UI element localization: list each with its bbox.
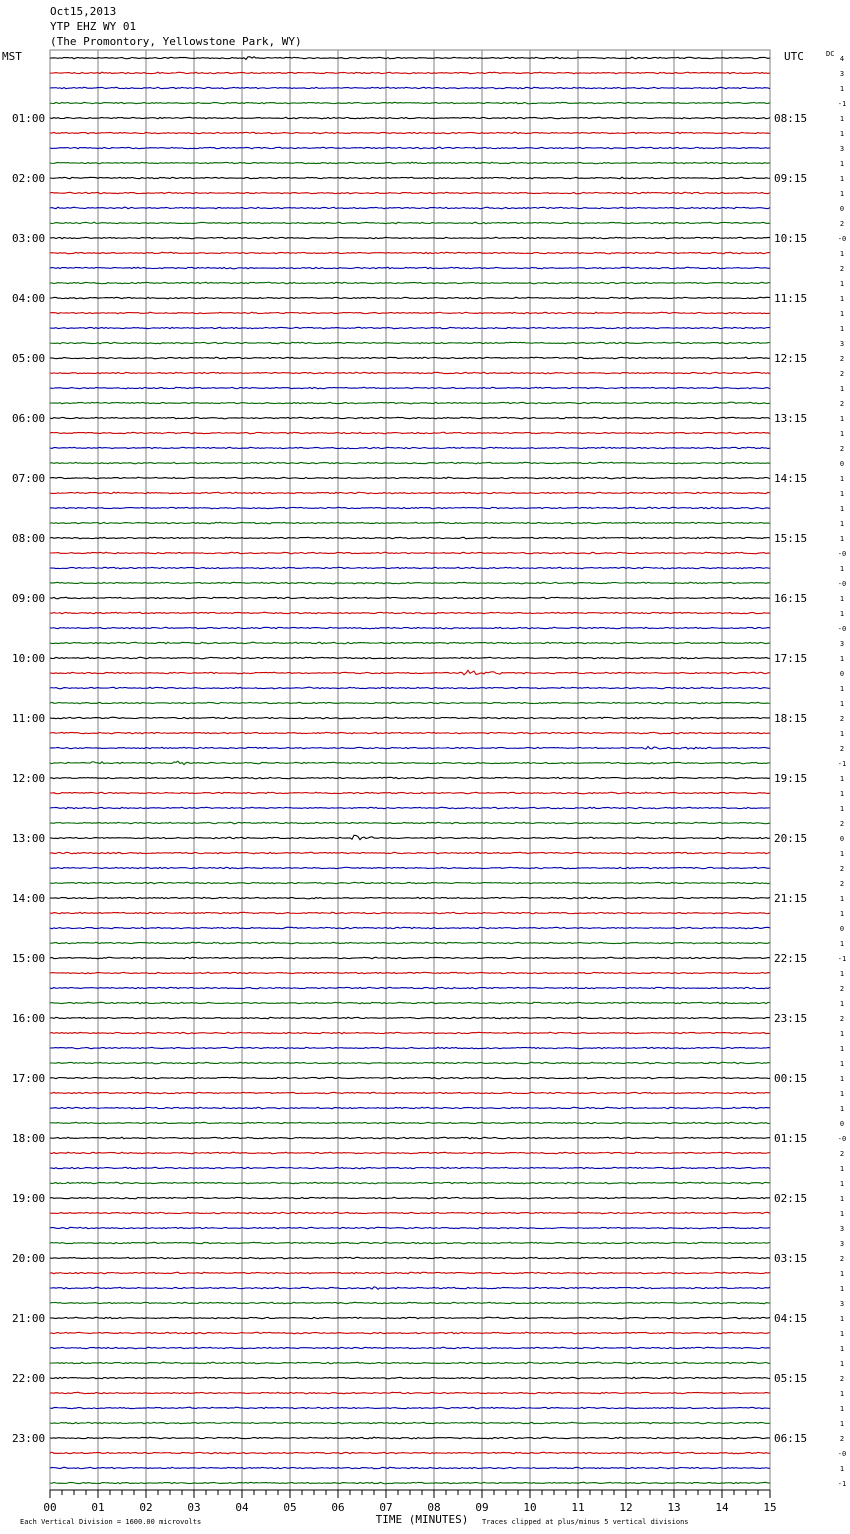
dc-offset-label: -0 [837,550,847,558]
dc-offset-label: 1 [839,295,845,303]
seismic-trace [50,732,770,734]
seismic-trace [50,1137,770,1139]
seismic-trace [50,117,770,119]
dc-offset-label: 0 [839,205,845,213]
seismic-trace [50,102,770,104]
x-tick-label: 11 [571,1501,585,1514]
dc-offset-label: 1 [839,1000,845,1008]
dc-offset-label: 1 [839,1105,845,1113]
mst-time-label: 16:00 [12,1012,46,1025]
mst-time-label: 11:00 [12,712,46,725]
seismic-trace [50,957,770,959]
x-tick-label: 03 [187,1501,201,1514]
utc-time-label: 01:15 [774,1132,808,1145]
mst-time-label: 13:00 [12,832,46,845]
seismic-trace [50,777,770,779]
dc-offset-label: 1 [839,655,845,663]
mst-axis-label: MST [2,50,22,63]
x-tick-label: 12 [619,1501,633,1514]
seismic-trace [50,597,770,599]
utc-time-label: 23:15 [774,1012,808,1025]
dc-offset-label: 1 [839,565,845,573]
x-tick-label: 04 [235,1501,249,1514]
seismic-trace [50,852,770,854]
seismic-trace [50,447,770,449]
dc-offset-label: -1 [837,100,847,108]
seismic-trace [50,1107,770,1109]
seismic-trace [50,807,770,809]
dc-offset-label: 1 [839,175,845,183]
dc-offset-label: 1 [839,1390,845,1398]
dc-axis-label: DC [826,50,835,58]
seismic-trace [50,1392,770,1394]
utc-time-label: 08:15 [774,112,808,125]
dc-offset-label: 1 [839,1330,845,1338]
utc-time-label: 21:15 [774,892,808,905]
seismic-trace [50,522,770,524]
dc-offset-label: 1 [839,1075,845,1083]
dc-offset-label: 3 [839,340,845,348]
seismic-trace [50,177,770,179]
seismic-trace [50,357,770,359]
utc-time-label: 14:15 [774,472,808,485]
dc-offset-label: 1 [839,130,845,138]
utc-time-label: 15:15 [774,532,808,545]
mst-time-label: 03:00 [12,232,46,245]
dc-offset-label: 3 [839,1300,845,1308]
dc-offset-label: 1 [839,430,845,438]
seismic-trace [50,372,770,374]
dc-offset-label: 1 [839,160,845,168]
seismic-trace [50,867,770,869]
plot-frame [50,50,770,1490]
dc-offset-label: -0 [837,1135,847,1143]
seismic-trace [50,1437,770,1439]
dc-offset-label: 1 [839,1405,845,1413]
seismic-trace [50,1227,770,1229]
seismic-trace [50,882,770,883]
utc-time-label: 11:15 [774,292,808,305]
mst-time-label: 12:00 [12,772,46,785]
seismic-trace [50,642,770,644]
seismic-trace [50,402,770,404]
mst-time-label: 23:00 [12,1432,46,1445]
dc-offset-label: 1 [839,520,845,528]
seismic-trace [50,1407,770,1409]
utc-time-label: 19:15 [774,772,808,785]
dc-offset-label: 3 [839,640,845,648]
dc-offset-label: -1 [837,760,847,768]
x-tick-label: 07 [379,1501,393,1514]
seismic-trace [50,1347,770,1349]
dc-offset-label: 1 [839,310,845,318]
dc-offset-label: 1 [839,940,845,948]
dc-offset-label: 3 [839,145,845,153]
seismic-trace [50,835,770,839]
x-tick-label: 09 [475,1501,489,1514]
x-tick-label: 13 [667,1501,681,1514]
dc-offset-label: 1 [839,85,845,93]
seismic-trace [50,1272,770,1274]
mst-time-label: 14:00 [12,892,46,905]
x-tick-label: 06 [331,1501,345,1514]
dc-offset-label: 2 [839,1150,845,1158]
dc-offset-label: -1 [837,955,847,963]
dc-offset-label: 1 [839,1345,845,1353]
seismic-trace [50,1257,770,1259]
seismic-trace [50,492,770,494]
dc-offset-label: 2 [839,1255,845,1263]
dc-offset-label: 1 [839,775,845,783]
dc-offset-label: 1 [839,1060,845,1068]
dc-offset-label: 2 [839,445,845,453]
seismic-trace [50,252,770,254]
dc-offset-label: 1 [839,1165,845,1173]
dc-offset-label: 1 [839,1195,845,1203]
x-tick-label: 01 [91,1501,105,1514]
mst-time-label: 15:00 [12,952,46,965]
seismic-trace [50,207,770,209]
dc-offset-label: 1 [839,475,845,483]
seismic-trace [50,222,770,224]
dc-offset-label: 1 [839,1045,845,1053]
dc-offset-label: 2 [839,880,845,888]
mst-time-label: 19:00 [12,1192,46,1205]
seismic-trace [50,237,770,239]
seismic-trace [50,1122,770,1124]
x-tick-label: 02 [139,1501,153,1514]
seismic-trace [50,972,770,973]
mst-time-label: 02:00 [12,172,46,185]
seismic-trace [50,327,770,329]
dc-offset-label: 1 [839,685,845,693]
seismic-trace [50,387,770,389]
seismic-trace [50,1092,770,1093]
dc-offset-label: 2 [839,745,845,753]
x-tick-label: 15 [763,1501,777,1514]
dc-offset-label: 1 [839,535,845,543]
dc-offset-label: 2 [839,1015,845,1023]
seismic-trace [50,687,770,689]
dc-offset-label: 0 [839,925,845,933]
chart-date: Oct15,2013 [50,5,117,18]
dc-offset-label: 0 [839,460,845,468]
seismic-trace [50,1017,770,1019]
x-tick-label: 05 [283,1501,297,1514]
utc-time-label: 03:15 [774,1252,808,1265]
utc-time-label: 02:15 [774,1192,808,1205]
utc-time-label: 13:15 [774,412,808,425]
seismic-trace [50,477,770,479]
seismic-trace [50,627,770,629]
utc-time-label: 04:15 [774,1312,808,1325]
seismic-trace [50,1197,770,1199]
dc-offset-label: 0 [839,1120,845,1128]
dc-offset-label: 1 [839,895,845,903]
dc-offset-label: 1 [839,595,845,603]
seismic-trace [50,57,770,60]
mst-time-label: 20:00 [12,1252,46,1265]
dc-offset-label: 2 [839,355,845,363]
dc-offset-label: 1 [839,1360,845,1368]
seismic-trace [50,87,770,89]
seismic-trace [50,702,770,704]
seismic-trace [50,822,770,824]
seismic-trace [50,1002,770,1004]
dc-offset-label: 1 [839,325,845,333]
dc-offset-label: 2 [839,1435,845,1443]
utc-time-label: 00:15 [774,1072,808,1085]
mst-time-label: 07:00 [12,472,46,485]
mst-time-label: 10:00 [12,652,46,665]
seismic-trace [50,1032,770,1034]
seismic-trace [50,942,770,944]
utc-time-label: 12:15 [774,352,808,365]
utc-time-label: 22:15 [774,952,808,965]
utc-time-label: 18:15 [774,712,808,725]
dc-offset-label: 1 [839,1090,845,1098]
seismic-trace [50,1302,770,1304]
seismic-trace [50,1467,770,1469]
dc-offset-label: 1 [839,850,845,858]
dc-offset-label: 2 [839,865,845,873]
utc-time-label: 06:15 [774,1432,808,1445]
utc-time-label: 05:15 [774,1372,808,1385]
x-tick-label: 00 [43,1501,57,1514]
dc-offset-label: 1 [839,280,845,288]
seismic-trace [50,282,770,284]
seismic-trace [50,1167,770,1169]
seismic-trace [50,582,770,584]
mst-time-label: 17:00 [12,1072,46,1085]
dc-offset-label: 1 [839,490,845,498]
mst-time-label: 09:00 [12,592,46,605]
seismic-trace [50,670,770,674]
seismic-trace [50,987,770,989]
dc-offset-label: 1 [839,415,845,423]
dc-offset-label: 1 [839,970,845,978]
utc-axis-label: UTC [784,50,804,63]
x-tick-label: 14 [715,1501,729,1514]
dc-offset-label: -0 [837,1450,847,1458]
dc-offset-label: 2 [839,1375,845,1383]
dc-offset-label: 1 [839,505,845,513]
dc-offset-label: 2 [839,715,845,723]
seismic-trace [50,897,770,899]
seismic-trace [50,612,770,614]
dc-offset-label: 4 [839,55,845,63]
dc-offset-label: 1 [839,1420,845,1428]
seismic-trace [50,1062,770,1064]
seismic-trace [50,912,770,914]
seismic-trace [50,1287,770,1289]
seismic-trace [50,1452,770,1454]
mst-time-label: 21:00 [12,1312,46,1325]
clip-footnote: Traces clipped at plus/minus 5 vertical divisions [482,1518,689,1526]
dc-offset-label: 0 [839,670,845,678]
seismic-trace [50,1332,770,1334]
utc-time-label: 20:15 [774,832,808,845]
dc-offset-label: 2 [839,400,845,408]
seismic-trace [50,162,770,164]
dc-offset-label: 1 [839,385,845,393]
seismic-trace [50,267,770,269]
mst-time-label: 05:00 [12,352,46,365]
seismic-trace [50,792,770,794]
dc-offset-label: 1 [839,1030,845,1038]
scale-footnote: Each Vertical Division = 1600.00 microvolts [20,1518,202,1526]
utc-time-label: 09:15 [774,172,808,185]
dc-offset-label: 1 [839,115,845,123]
dc-offset-label: 0 [839,835,845,843]
dc-offset-label: 1 [839,1210,845,1218]
seismic-trace [50,537,770,539]
x-tick-label: 08 [427,1501,441,1514]
seismic-trace [50,147,770,149]
x-tick-label: 10 [523,1501,537,1514]
utc-time-label: 10:15 [774,232,808,245]
mst-time-label: 18:00 [12,1132,46,1145]
dc-offset-label: -0 [837,625,847,633]
dc-offset-label: 1 [839,250,845,258]
seismic-trace [50,72,770,74]
seismic-trace [50,552,770,554]
seismic-trace [50,417,770,419]
seismic-trace [50,657,770,659]
seismic-trace [50,1317,770,1319]
mst-time-label: 01:00 [12,112,46,125]
seismic-trace [50,132,770,133]
dc-offset-label: 1 [839,910,845,918]
utc-time-label: 16:15 [774,592,808,605]
seismic-trace [50,761,770,764]
seismic-trace [50,192,770,194]
seismic-trace [50,1377,770,1379]
seismic-trace [50,507,770,509]
seismic-trace [50,342,770,344]
seismic-trace [50,297,770,299]
utc-time-label: 17:15 [774,652,808,665]
dc-offset-label: 2 [839,265,845,273]
dc-offset-label: 1 [839,190,845,198]
mst-time-label: 08:00 [12,532,46,545]
seismic-trace [50,1212,770,1214]
seismic-trace [50,1152,770,1154]
seismic-trace [50,927,770,929]
seismic-trace [50,567,770,569]
dc-offset-label: 1 [839,1315,845,1323]
dc-offset-label: -1 [837,1480,847,1488]
chart-station: YTP EHZ WY 01 [50,20,137,33]
seismic-trace [50,746,770,749]
dc-offset-label: 1 [839,1285,845,1293]
mst-time-label: 22:00 [12,1372,46,1385]
dc-offset-label: 3 [839,1240,845,1248]
dc-offset-label: 1 [839,790,845,798]
seismic-trace [50,1077,770,1079]
seismic-trace [50,462,770,464]
dc-offset-label: 2 [839,370,845,378]
mst-time-label: 04:00 [12,292,46,305]
dc-offset-label: 2 [839,220,845,228]
seismic-trace [50,312,770,314]
seismic-trace [50,1482,770,1484]
dc-offset-label: 1 [839,805,845,813]
seismic-trace [50,1182,770,1184]
dc-offset-label: 1 [839,1180,845,1188]
seismic-trace [50,1362,770,1364]
dc-offset-label: 1 [839,700,845,708]
dc-offset-label: 2 [839,985,845,993]
dc-offset-label: 1 [839,610,845,618]
seismic-trace [50,717,770,719]
seismic-trace [50,1047,770,1049]
seismic-trace [50,432,770,434]
dc-offset-label: 1 [839,1465,845,1473]
dc-offset-label: -0 [837,235,847,243]
mst-time-label: 06:00 [12,412,46,425]
dc-offset-label: 2 [839,820,845,828]
dc-offset-label: -0 [837,580,847,588]
dc-offset-label: 1 [839,1270,845,1278]
dc-offset-label: 1 [839,730,845,738]
chart-location: (The Promontory, Yellowstone Park, WY) [50,35,302,48]
x-axis-title: TIME (MINUTES) [375,1513,469,1526]
dc-offset-label: 3 [839,1225,845,1233]
seismic-trace [50,1242,770,1244]
dc-offset-label: 3 [839,70,845,78]
seismic-trace [50,1422,770,1424]
